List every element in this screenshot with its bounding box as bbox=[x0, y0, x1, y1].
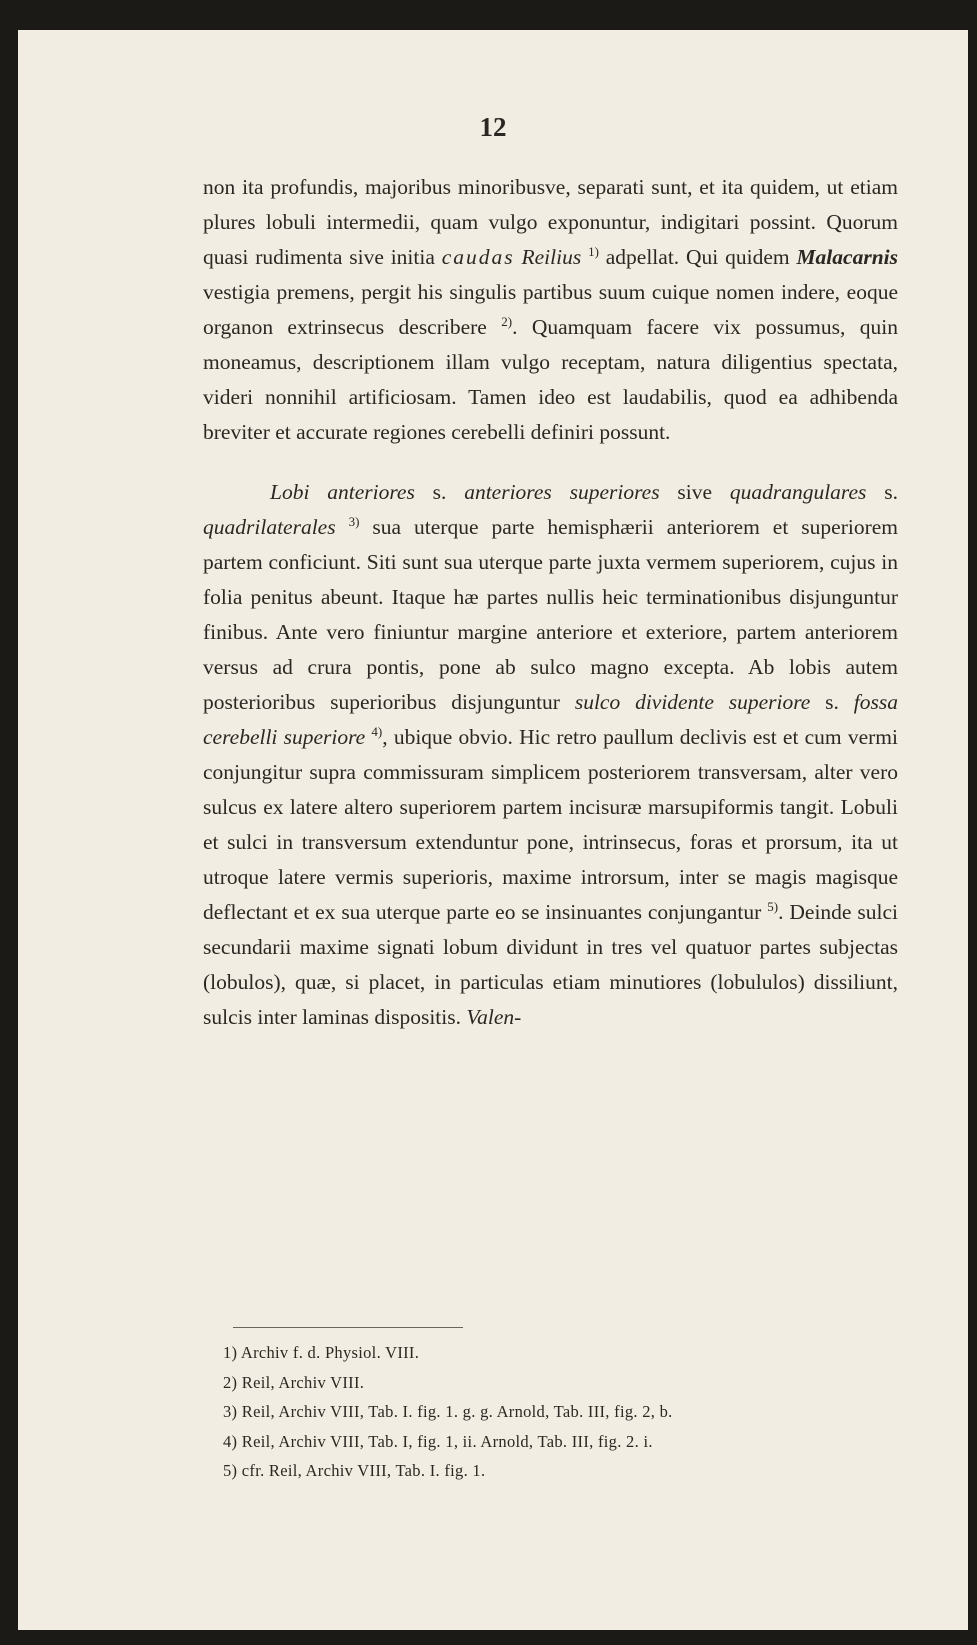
emphasis-lobi-anteriores: Lobi anteriores bbox=[270, 480, 415, 504]
emphasis-malacarnis: Malacarnis bbox=[796, 245, 898, 269]
text-run: , ubique obvio. Hic retro paullum declivis est et cum vermi conjungitur supra commissuram simplicem posteriorem transversam, alter vero sulcus ex latere altero superiorem partem incisuræ marsupiformis tangit. Lobuli et sulci in transversum extenduntur pone, intrinsecus, foras et prorsum, ita ut utroque latere vermis superioris, maxime introrsum, inter se magis magisque deflectant et ex sua uterque parte eo se insinuantes conjungantur bbox=[203, 725, 898, 924]
text-run: . Quamquam facere vix possumus, quin moneamus, descriptionem illam vulgo receptam, natura diligentius spectata, videri nonnihil artificiosam. Tamen ideo est laudabilis, quod ea adhibenda breviter et accurate regiones cerebelli definiri possunt. bbox=[203, 315, 898, 444]
footnote-ref-2: 2) bbox=[501, 313, 513, 329]
paragraph-1 bbox=[203, 170, 898, 450]
text-run: s. bbox=[414, 480, 465, 504]
text-run: s. bbox=[810, 690, 854, 714]
emphasis-quadrangulares: quadrangulares bbox=[729, 480, 867, 504]
emphasis-anteriores-superiores: anteriores superiores bbox=[464, 480, 660, 504]
emphasis-reilius: Reilius bbox=[521, 245, 582, 269]
footnote-1: 1) Archiv f. d. Physiol. VIII. bbox=[223, 1343, 420, 1362]
text-run: adpellat. Qui quidem bbox=[598, 245, 797, 269]
emphasis-caudas: caudas bbox=[441, 245, 515, 269]
text-run: s. bbox=[866, 480, 898, 504]
footnote-ref-1: 1) bbox=[588, 243, 599, 259]
text-run: sua uterque parte hemisphærii anteriorem et superiorem partem conficiunt. Siti sunt sua uterque parte juxta vermem superiorem, cujus in folia penitus abeunt. Itaque hæ partes nullis heic terminationibus disjunguntur finibus. Ante vero finiuntur margine anteriore et exteriore, partem anteriorem versus ad crura pontis, pone ab sulco magno excepta. Ab lobis autem posterioribus superioribus disjunguntur bbox=[203, 515, 898, 714]
paragraph-2 bbox=[203, 475, 898, 1035]
emphasis-quadrilaterales: quadrilaterales bbox=[203, 515, 336, 539]
footnote-2: 2) Reil, Archiv VIII. bbox=[223, 1372, 365, 1392]
body-text bbox=[203, 170, 898, 1035]
footnote-4: 4) Reil, Archiv VIII, Tab. I, fig. 1, ii. Arnold, Tab. III, fig. 2. i. bbox=[223, 1431, 653, 1451]
footnotes bbox=[223, 1338, 923, 1486]
text-run: vestigia premens, pergit his singulis partibus suum cuique nomen indere, eoque organon extrinsecus describere bbox=[203, 280, 898, 339]
footnote-3: 3) Reil, Archiv VIII, Tab. I. fig. 1. g. g. Arnold, Tab. III, fig. 2, b. bbox=[223, 1402, 673, 1421]
text-run: non ita profundis, majoribus minoribusve, separati sunt, et ita quidem, ut etiam plures lobuli intermedii, quam vulgo exponuntur, indigitari possint. Quorum quasi rudimenta sive initia bbox=[203, 175, 898, 269]
emphasis-sulco-dividente: sulco dividente superiore bbox=[574, 690, 811, 714]
book-page bbox=[18, 30, 968, 1630]
emphasis-valen: Valen- bbox=[466, 1005, 522, 1029]
footnote-ref-3: 3) bbox=[348, 513, 360, 529]
footnote-5: 5) cfr. Reil, Archiv VIII, Tab. I. fig. 1. bbox=[223, 1461, 486, 1480]
footnote-ref-5: 5) bbox=[767, 898, 779, 914]
footnote-ref-4: 4) bbox=[371, 723, 383, 739]
footnote-divider bbox=[233, 1327, 463, 1328]
emphasis-fossa-cerebelli: fossa cerebelli superiore bbox=[203, 690, 898, 749]
text-run: . Deinde sulci secundarii maxime signati lobum dividunt in tres vel quatuor partes subjectas (lobulos), quæ, si placet, in particulas etiam minutiores (lobululos) dissiliunt, sulcis inter laminas dispositis. bbox=[203, 900, 898, 1029]
text-run: sive bbox=[659, 480, 730, 504]
page-number: 12 bbox=[479, 112, 507, 142]
